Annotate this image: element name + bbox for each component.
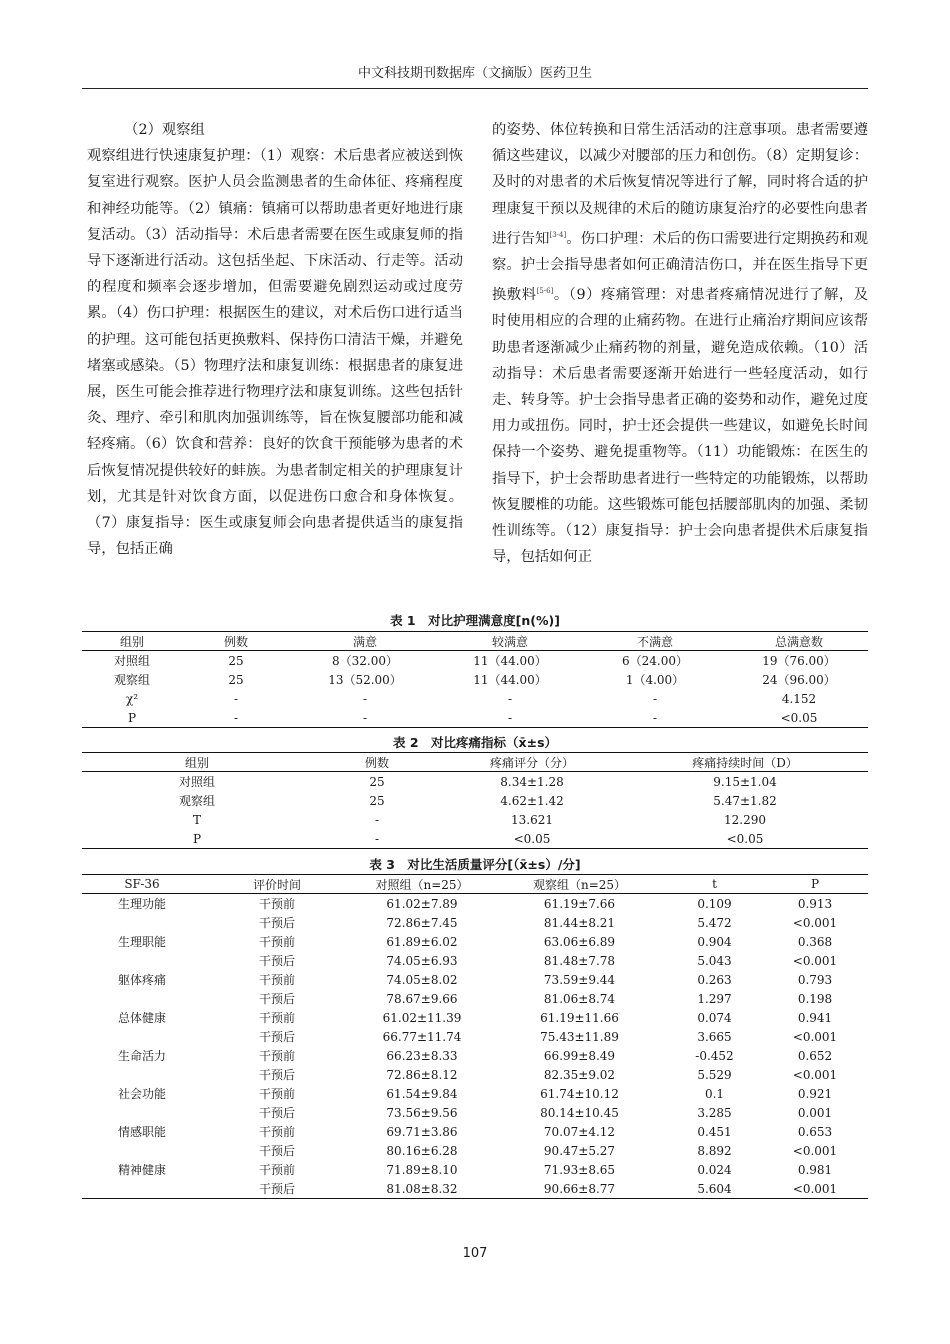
table3-cell: 5.472 — [697, 915, 732, 930]
table3-cell: 0.074 — [697, 1010, 732, 1025]
table3-cell: 74.05±6.93 — [386, 953, 458, 968]
table3-cell: 66.23±8.33 — [386, 1048, 458, 1063]
table3-cell: 生理功能 — [117, 897, 166, 911]
table2-header: 例数 — [312, 753, 442, 772]
table3-cell: 61.89±6.02 — [386, 934, 458, 949]
table3-cell: 66.99±8.49 — [543, 1048, 616, 1063]
table3-row — [82, 1046, 868, 1065]
table1-cell: 25 — [228, 653, 244, 668]
table1-row — [82, 689, 868, 708]
table3-cell: 61.74±10.12 — [540, 1086, 619, 1101]
table3-header: SF-36 — [82, 875, 202, 894]
table3-cell: 0.981 — [797, 1162, 833, 1177]
table2-cell: <0.05 — [726, 831, 764, 846]
table3-cell: 干预后 — [258, 992, 295, 1006]
table3-cell: 90.47±5.27 — [543, 1143, 616, 1158]
table2-header: 疼痛评分（分） — [442, 753, 622, 772]
right-body-paragraph — [492, 117, 868, 570]
table2-cell: - — [374, 831, 380, 846]
table3-cell: 干预前 — [258, 1087, 295, 1101]
table1-row — [82, 670, 868, 689]
table3-cell — [82, 1027, 202, 1046]
table3-cell: 0.652 — [797, 1048, 833, 1063]
table3-cell — [82, 989, 202, 1008]
table3-row — [82, 1008, 868, 1027]
table2-header: 组别 — [82, 753, 312, 772]
table3-cell: 5.529 — [697, 1067, 732, 1082]
table3-cell: 63.06±6.89 — [543, 934, 616, 949]
table3-cell: 61.19±11.66 — [540, 1010, 619, 1025]
table3-cell: 82.35±9.02 — [543, 1067, 616, 1082]
table3-cell: 0.941 — [797, 1010, 833, 1025]
table3-cell: 5.043 — [697, 953, 732, 968]
table3-cell: <0.001 — [792, 1143, 838, 1158]
table3-cell: 61.02±11.39 — [382, 1010, 462, 1025]
table3-cell: 干预前 — [258, 1049, 295, 1063]
table3-cell: 78.67±9.66 — [386, 991, 458, 1006]
table2-cell: 13.621 — [511, 812, 553, 827]
table3-cell: 66.77±11.74 — [382, 1029, 462, 1044]
table3-cell — [82, 1103, 202, 1122]
table1-cell: 观察组 — [113, 673, 150, 687]
table3-cell: 81.48±7.78 — [543, 953, 616, 968]
table3-cell: 干预后 — [258, 1068, 295, 1082]
table3-cell: 5.604 — [697, 1181, 732, 1196]
table1-cell: - — [507, 710, 513, 725]
header-rule — [82, 88, 868, 89]
table3-row — [82, 989, 868, 1008]
table1-cell: 24（96.00） — [762, 673, 836, 687]
table1-cell: 11（44.00） — [473, 673, 547, 687]
table1-cell: 13（52.00） — [328, 673, 402, 687]
table3-header-row — [82, 875, 868, 894]
table3-cell: 69.71±3.86 — [386, 1124, 458, 1139]
table2-caption: 表 2 对比疼痛指标（x̄±s） — [392, 735, 558, 750]
table3-cell: -0.452 — [695, 1048, 734, 1063]
table2-header: 疼痛持续时间（D） — [622, 753, 868, 772]
table3-row — [82, 1141, 868, 1160]
table2-cell: 25 — [369, 774, 385, 789]
table3-cell: 73.59±9.44 — [543, 972, 616, 987]
table3-row — [82, 894, 868, 914]
table3-cell — [82, 951, 202, 970]
table1-cell: χ² — [125, 691, 139, 706]
table2-row — [82, 829, 868, 849]
table3-row — [82, 1160, 868, 1179]
table3-row — [82, 970, 868, 989]
table1-header-row — [82, 632, 868, 651]
table1-cell: - — [233, 710, 239, 725]
table2-cell: 9.15±1.04 — [713, 774, 777, 789]
table3-cell: 1.297 — [697, 991, 732, 1006]
table3-cell: 躯体疼痛 — [117, 973, 166, 987]
journal-header: 中文科技期刊数据库（文摘版）医药卫生 — [357, 66, 592, 81]
table3-cell: 74.05±8.02 — [386, 972, 458, 987]
table3-cell: 0.904 — [697, 934, 732, 949]
table3-cell: 干预后 — [258, 1030, 295, 1044]
table3-cell: 72.86±7.45 — [386, 915, 458, 930]
table3-cell: 0.793 — [797, 972, 833, 987]
table1-cell: 19（76.00） — [762, 654, 836, 668]
table3-cell: 0.198 — [797, 991, 833, 1006]
table3-cell: 干预前 — [258, 935, 295, 949]
table3-cell: 干预后 — [258, 1106, 295, 1120]
table3-cell: 干预前 — [258, 1163, 295, 1177]
table3-cell: 72.86±8.12 — [386, 1067, 458, 1082]
table3-cell: 61.19±7.66 — [543, 896, 616, 911]
table3-cell — [82, 913, 202, 932]
left-column — [87, 117, 463, 562]
table2-row — [82, 791, 868, 810]
table1-cell: 8（32.00） — [332, 654, 398, 668]
table3-cell: 80.14±10.45 — [540, 1105, 619, 1120]
table3-cell: 3.665 — [697, 1029, 732, 1044]
table3-cell — [82, 1141, 202, 1160]
left-body-text: 观察组进行快速康复护理：（1）观察：术后患者应被送到恢复室进行观察。医护人员会监测患者的生命体征、疼痛程度和神经功能等。（2）镇痛：镇痛可以帮助患者更好地进行康复活动。（3）活动指导：术后患者需要在医生或康复师的指导下逐渐进行活动。这包括坐起、下床活动、行走等。活动的程度和频率会逐步增加，但需要避免剧烈运动或过度劳累。（4）伤口护理：根据医生的建议，对术后伤口进行适当的护理。这可能包括更换敷料、保持伤口清洁干燥，并避免堵塞或感染。（5）物理疗法和康复训练：根据患者的康复进展，医生可能会推荐进行物理疗法和康复训练。这些包括针灸、理疗、牵引和肌肉加强训练等，旨在恢复腰部功能和减轻疼痛。（6）饮食和营养：良好的饮食干预能够为患者的术后恢复情况提供较好的蚌族。为患者制定相关的护理康复计划，尤其是针对饮食方面，以促进伤口愈合和身体恢复。（7）康复指导：医生或康复师会向患者提供适当的康复指导，包括正确 — [87, 148, 463, 558]
table1-header: 较满意 — [440, 632, 580, 651]
citation-ref: [5-6] — [536, 287, 554, 296]
table3-header: 评价时间 — [202, 875, 352, 894]
table3-cell: 0.1 — [704, 1086, 725, 1101]
table1-row — [82, 708, 868, 728]
right-text-a: 的姿势、体位转换和日常生活活动的注意事项。患者需要遵循这些建议，以减少对腰部的压力和创伤。（8）定期复诊：及时的对患者的术后恢复情况等进行了解，同时将合适的护理康复干预以及规律的术后的随访康复治疗的必要性向患者进行告知 — [492, 122, 868, 247]
table3-header: t — [667, 875, 762, 894]
table3-row — [82, 932, 868, 951]
table2-cell: <0.05 — [513, 831, 551, 846]
table3-cell: 干预前 — [258, 1125, 295, 1139]
right-text-c: 。（9）疼痛管理：对患者疼痛情况进行了解，及时使用相应的合理的止痛药物。在进行止痛治疗期间应该帮助患者逐渐减少止痛药物的剂量，避免造成依赖。（10）活动指导：术后患者需要逐渐开始进行一些轻度活动，如行走、转身等。护士会指导患者正确的姿势和动作，避免过度用力或扭伤。同时，护士还会提供一些建议，如避免长时间保持一个姿势、避免提重物等。（11）功能锻炼：在医生的指导下，护士会帮助患者进行一些特定的功能锻炼，以帮助恢复腰椎的功能。这些锻炼可能包括腰部肌肉的加强、柔韧性训练等。（12）康复指导：护士会向患者提供术后康复指导，包括如何正 — [492, 287, 868, 566]
table3-cell — [82, 1065, 202, 1084]
table3-cell: 73.56±9.56 — [386, 1105, 458, 1120]
table3-cell: 干预后 — [258, 954, 295, 968]
table3-cell: 8.892 — [697, 1143, 732, 1158]
table3-cell: 0.653 — [797, 1124, 833, 1139]
table3-row — [82, 1084, 868, 1103]
table3-cell: 80.16±6.28 — [386, 1143, 458, 1158]
table3-cell: 总体健康 — [117, 1011, 166, 1025]
table3-cell: 0.263 — [697, 972, 732, 987]
table3-cell: <0.001 — [792, 915, 838, 930]
table1-cell: 25 — [228, 672, 244, 687]
table3-caption: 表 3 对比生活质量评分[（x̄±s）/分] — [369, 857, 581, 872]
table3-row — [82, 1179, 868, 1199]
table3-cell: 0.001 — [797, 1105, 833, 1120]
table3-cell: 生命活力 — [117, 1049, 166, 1063]
table1-cell: P — [127, 710, 137, 725]
table1 — [82, 631, 868, 728]
table1-header: 例数 — [182, 632, 290, 651]
table3-cell: 生理职能 — [117, 935, 166, 949]
right-text-b: 。伤口护理：术后的伤口需要进行定期换药和观察。护士会指导患者如何正确清洁伤口，并在医生指导下更换敷料 — [492, 230, 868, 304]
citation-ref: [3-4] — [549, 230, 567, 239]
table3-cell: <0.001 — [792, 1181, 838, 1196]
table3-cell: 81.08±8.32 — [386, 1181, 458, 1196]
table3-cell: 0.451 — [697, 1124, 732, 1139]
table3-cell: 干预前 — [258, 1011, 295, 1025]
table3-row — [82, 913, 868, 932]
table3-cell: 71.93±8.65 — [543, 1162, 616, 1177]
table3-cell: 干预后 — [258, 1182, 295, 1196]
table2-cell: 4.62±1.42 — [500, 793, 564, 808]
table1-cell: - — [362, 710, 368, 725]
table1-cell: 对照组 — [113, 654, 150, 668]
table3-row — [82, 1103, 868, 1122]
table3-cell — [82, 1179, 202, 1199]
table3-header: 对照组（n=25） — [352, 875, 492, 894]
section-heading: （2）观察组 — [124, 122, 205, 138]
table1-cell: - — [652, 691, 658, 706]
table3-cell: 90.66±8.77 — [543, 1181, 616, 1196]
table3-cell: 3.285 — [697, 1105, 732, 1120]
table2-header-row — [82, 753, 868, 772]
table3-cell: 70.07±4.12 — [543, 1124, 616, 1139]
table3-cell: 精神健康 — [117, 1163, 166, 1177]
table1-cell: - — [362, 691, 368, 706]
table2-cell: 对照组 — [178, 775, 215, 789]
table3-cell: 干预后 — [258, 1144, 295, 1158]
right-column — [492, 117, 868, 570]
table3-row — [82, 1122, 868, 1141]
table3-cell: 干预前 — [258, 973, 295, 987]
table2-cell: - — [374, 812, 380, 827]
page-number: 107 — [462, 1246, 488, 1261]
table3-row — [82, 951, 868, 970]
table3-cell: 71.89±8.10 — [386, 1162, 458, 1177]
table2 — [82, 752, 868, 849]
table2-cell: 8.34±1.28 — [500, 774, 564, 789]
table3-header: P — [762, 875, 868, 894]
table1-cell: - — [233, 691, 239, 706]
table2-cell: 观察组 — [178, 794, 215, 808]
table3-cell: 81.06±8.74 — [543, 991, 616, 1006]
table2-cell: T — [192, 812, 201, 827]
table3-cell: 0.024 — [697, 1162, 732, 1177]
table3-cell: 81.44±8.21 — [543, 915, 616, 930]
table2-cell: 5.47±1.82 — [713, 793, 777, 808]
table1-cell: - — [652, 710, 658, 725]
table3-row — [82, 1065, 868, 1084]
table3-row — [82, 1027, 868, 1046]
table1-header: 不满意 — [580, 632, 730, 651]
table3-cell: <0.001 — [792, 1029, 838, 1044]
table3-cell: 0.921 — [797, 1086, 833, 1101]
table1-cell: 1（4.00） — [625, 673, 685, 687]
table3 — [82, 874, 868, 1199]
table1-header: 满意 — [290, 632, 440, 651]
table3-cell: 情感职能 — [117, 1125, 166, 1139]
table1-caption: 表 1 对比护理满意度[n(%)] — [390, 613, 560, 628]
table3-cell: 75.43±11.89 — [540, 1029, 619, 1044]
table1-cell: <0.05 — [780, 710, 818, 725]
table1-cell: - — [507, 691, 513, 706]
table2-row — [82, 810, 868, 829]
table3-cell: <0.001 — [792, 953, 838, 968]
table3-header: 观察组（n=25） — [492, 875, 667, 894]
table3-cell: <0.001 — [792, 1067, 838, 1082]
table2-cell: P — [192, 831, 202, 846]
table3-cell: 干预后 — [258, 916, 295, 930]
table3-cell: 61.02±7.89 — [386, 896, 458, 911]
table2-cell: 25 — [369, 793, 385, 808]
table1-cell: 4.152 — [781, 691, 817, 706]
table2-row — [82, 772, 868, 792]
table3-cell: 61.54±9.84 — [386, 1086, 458, 1101]
table3-cell: 社会功能 — [117, 1087, 166, 1101]
table3-cell: 0.368 — [797, 934, 833, 949]
table1-cell: 11（44.00） — [473, 654, 547, 668]
table1-header: 组别 — [82, 632, 182, 651]
table1-cell: 6（24.00） — [622, 654, 688, 668]
table2-cell: 12.290 — [724, 812, 766, 827]
table3-cell: 0.913 — [797, 896, 833, 911]
table1-row — [82, 651, 868, 671]
table3-cell: 干预前 — [258, 897, 295, 911]
table3-cell: 0.109 — [697, 896, 732, 911]
table1-header: 总满意数 — [730, 632, 868, 651]
